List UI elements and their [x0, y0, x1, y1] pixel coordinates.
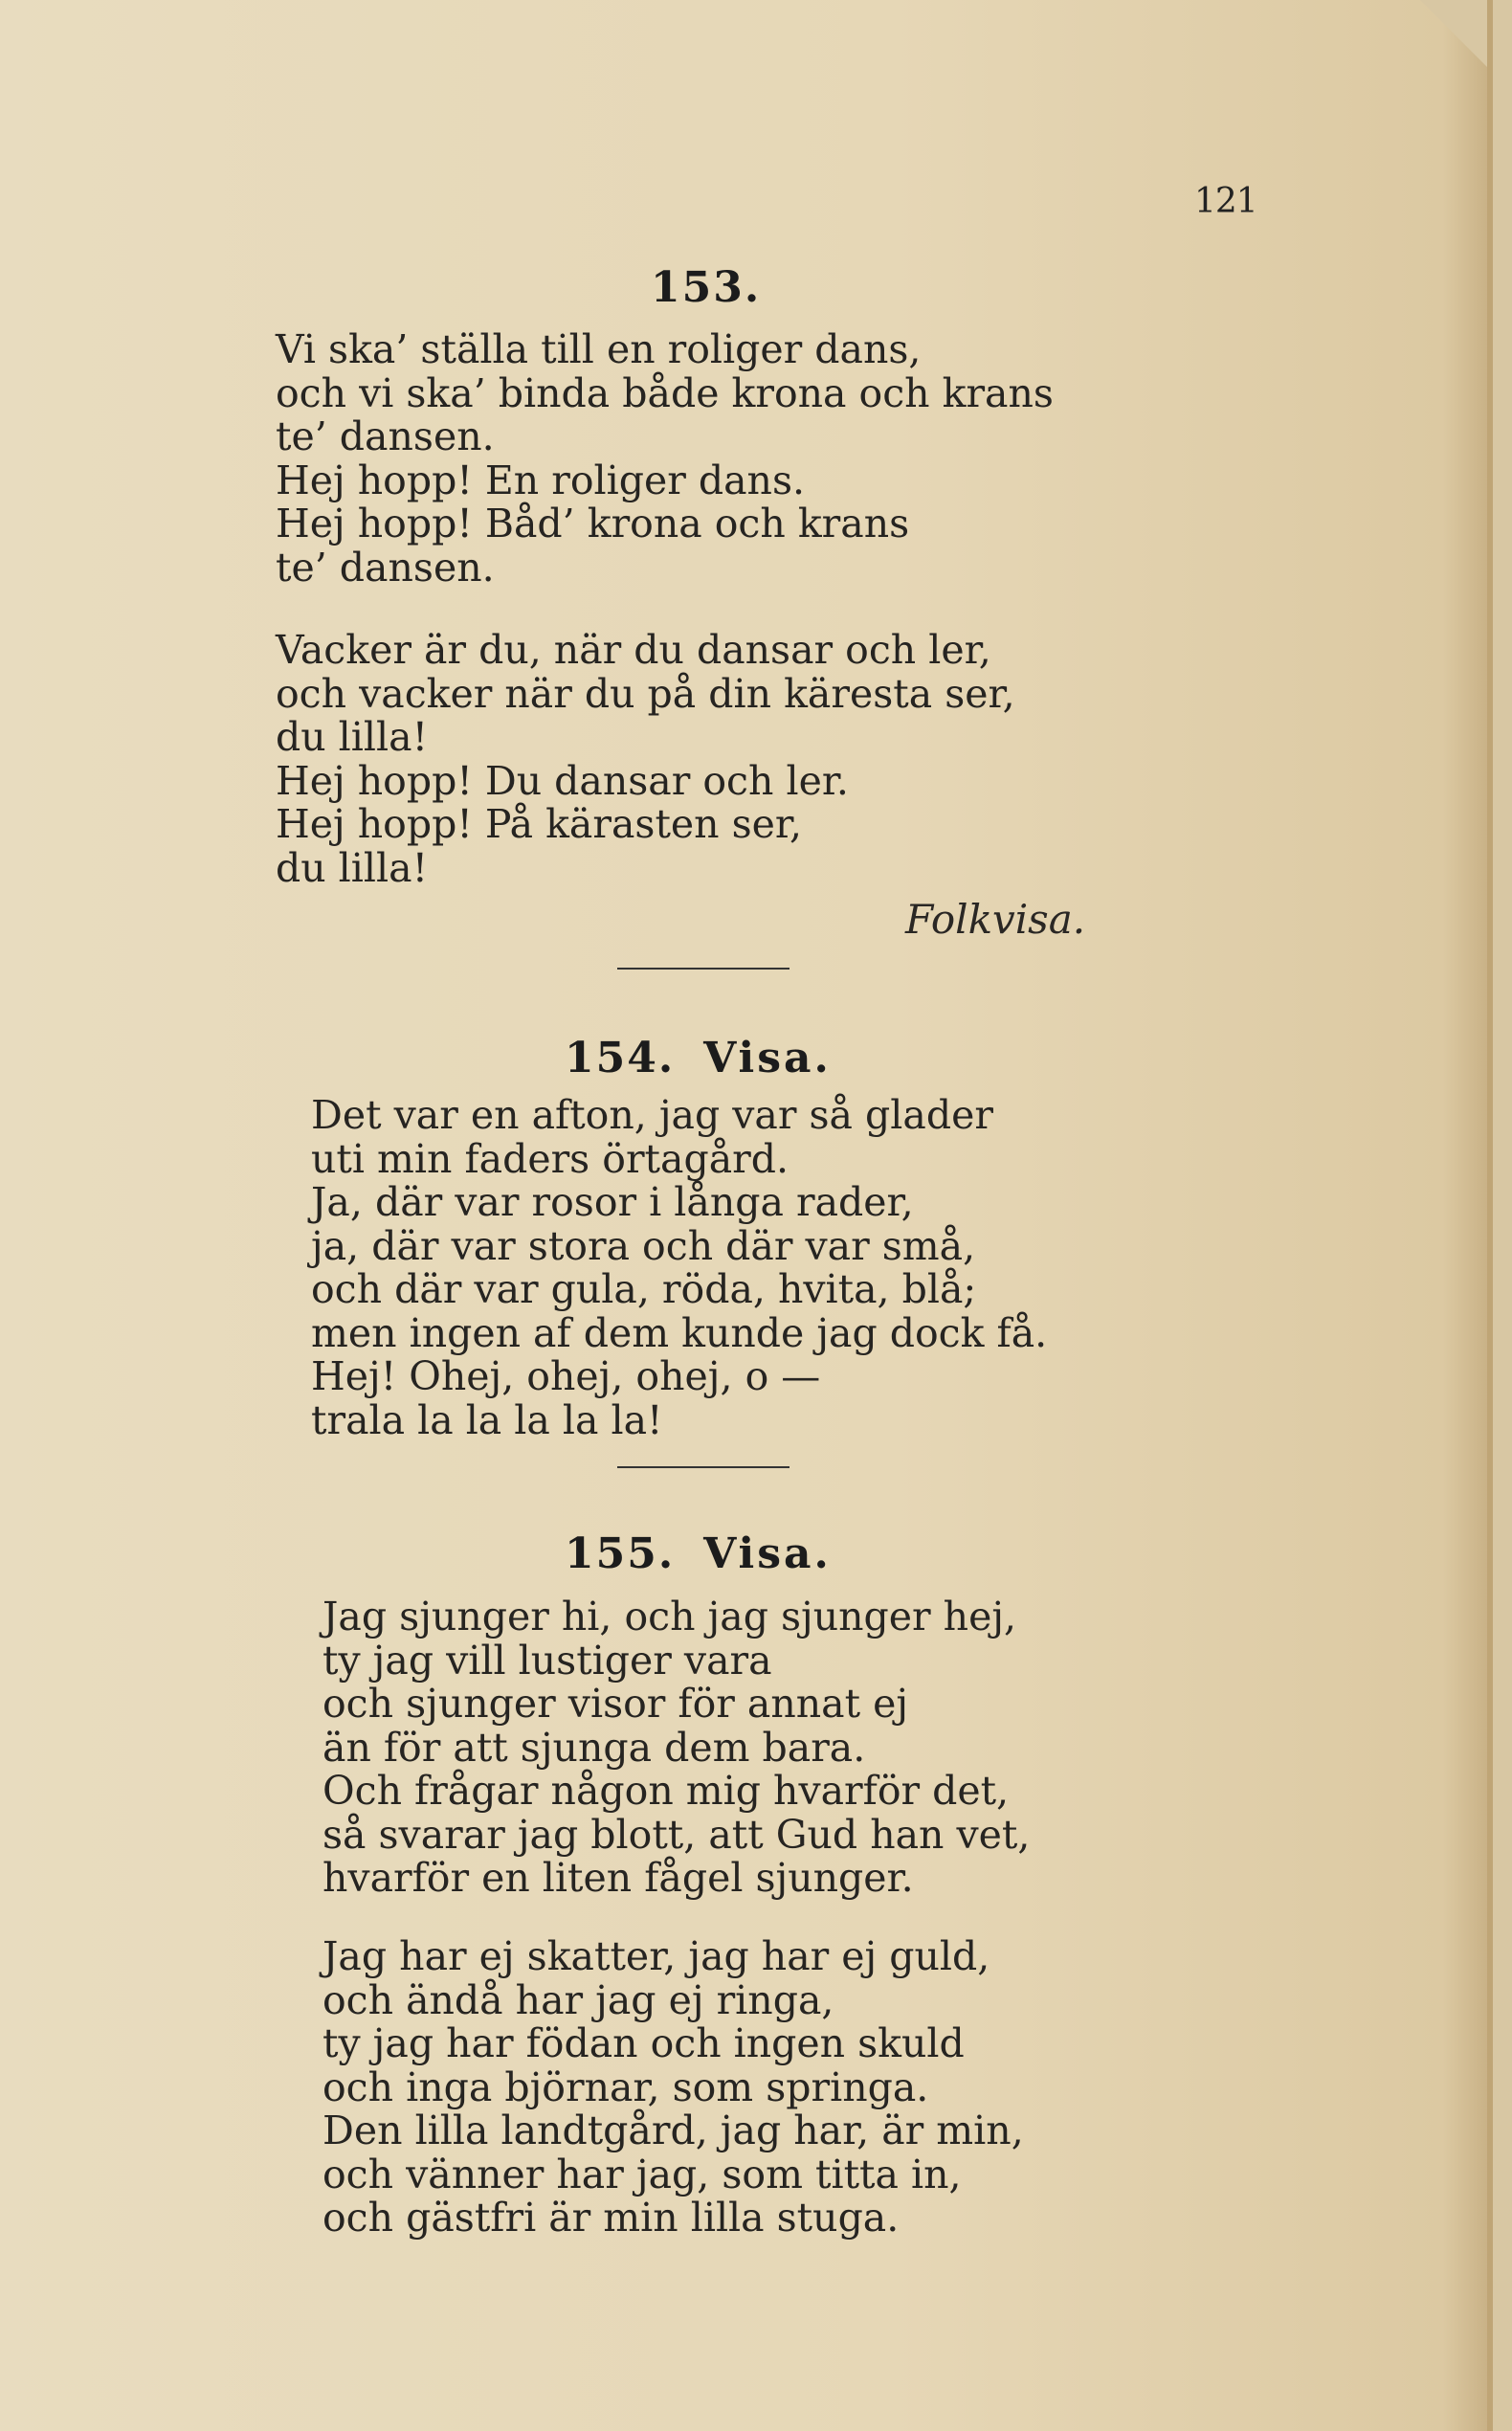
verse-line: och sjunger visor för annat ej: [322, 1681, 909, 1727]
verse-line: Hej! Ohej, ohej, ohej, o —: [311, 1353, 821, 1399]
verse-line: Hej hopp! Du dansar och ler.: [276, 757, 849, 804]
verse-line: Vi ska’ ställa till en roliger dans,: [276, 326, 922, 372]
verse-line: Vacker är du, när du dansar och ler,: [276, 627, 991, 673]
verse-line: och gästfri är min lilla stuga.: [322, 2195, 900, 2241]
verse-line: och vänner har jag, som titta in,: [322, 2151, 962, 2197]
song-153-attribution: Folkvisa.: [905, 896, 1086, 943]
verse-line: så svarar jag blott, att Gud han vet,: [322, 1811, 1031, 1858]
verse-line: Jag sjunger hi, och jag sjunger hej,: [322, 1594, 1017, 1639]
song-153-stanza-2: [276, 629, 1015, 890]
verse-line: ty jag har födan och ingen skuld: [322, 2020, 965, 2066]
section-divider: [617, 1466, 789, 1468]
verse-line: Ja, där var rosor i långa rader,: [311, 1179, 914, 1225]
verse-line: hvarför en liten fågel sjunger.: [322, 1855, 914, 1901]
verse-line: te’ dansen.: [276, 544, 495, 591]
verse-line: du lilla!: [276, 844, 429, 891]
verse-line: Hej hopp! En roliger dans.: [276, 457, 806, 503]
verse-line: te’ dansen.: [276, 413, 495, 459]
song-number: 153.: [651, 263, 762, 312]
verse-line: och vi ska’ binda både krona och krans: [276, 369, 1054, 416]
section-divider: [617, 968, 789, 970]
verse-line: du lilla!: [276, 714, 429, 760]
verse-line: ty jag vill lustiger vara: [322, 1637, 772, 1684]
verse-line: och ändå har jag ej ringa,: [322, 1976, 834, 2023]
song-154-heading: [565, 1034, 832, 1082]
verse-line: uti min faders örtagård.: [311, 1135, 789, 1182]
verse-line: men ingen af dem kunde jag dock få.: [311, 1309, 1048, 1356]
verse-line: Och frågar någon mig hvarför det,: [322, 1768, 1010, 1814]
song-number: 154.: [565, 1034, 676, 1082]
verse-line: ja, där var stora och där var små,: [311, 1222, 976, 1269]
page-number: 121: [1194, 182, 1257, 221]
song-155-stanza-1: [322, 1595, 1030, 1901]
song-153-heading: [651, 263, 761, 312]
song-155-stanza-2: [322, 1935, 1024, 2241]
song-155-heading: [565, 1529, 832, 1578]
verse-line: och vacker när du på din käresta ser,: [276, 670, 1015, 717]
song-title: Visa.: [703, 1034, 832, 1082]
verse-line: Den lilla landtgård, jag har, är min,: [322, 2108, 1024, 2153]
song-number: 155.: [565, 1529, 676, 1578]
verse-line: Hej hopp! På kärasten ser,: [276, 801, 803, 847]
verse-line: och inga björnar, som springa.: [322, 2063, 929, 2110]
verse-line: Hej hopp! Båd’ krona och krans: [276, 501, 910, 546]
verse-line: trala la la la la la!: [311, 1396, 663, 1443]
song-154-stanza-1: [311, 1094, 1047, 1442]
page-corner: [1420, 0, 1487, 67]
verse-line: och där var gula, röda, hvita, blå;: [311, 1266, 977, 1312]
verse-line: Jag har ej skatter, jag har ej guld,: [322, 1933, 990, 1979]
verse-line: Det var en afton, jag var så glader: [311, 1092, 993, 1138]
verse-line: än för att sjunga dem bara.: [322, 1724, 866, 1771]
song-title: Visa.: [703, 1529, 832, 1578]
song-153-stanza-1: [276, 328, 1054, 590]
